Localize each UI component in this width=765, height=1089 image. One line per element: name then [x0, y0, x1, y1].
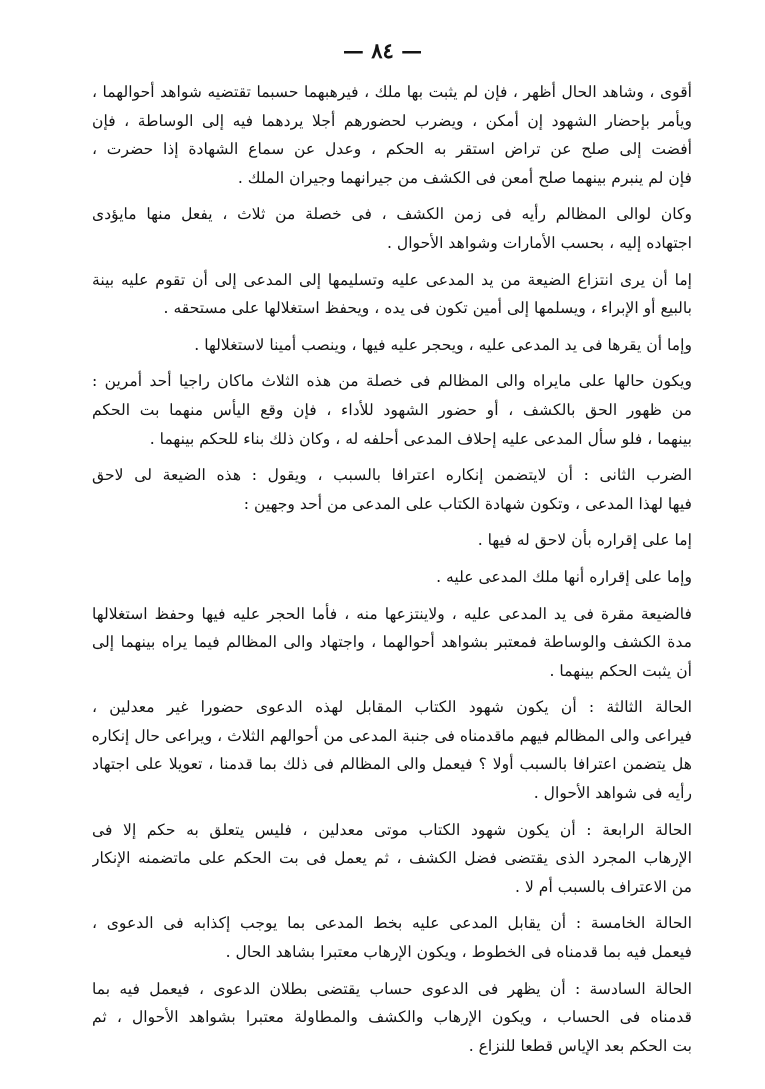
text-line: قدمناه فى الحساب ، ويكون الإرهاب والكشف والمطاولة معتبرا بشواهد الأحوال ، ثم — [92, 1008, 692, 1027]
paragraph — [92, 461, 692, 518]
paragraph-gap — [92, 592, 692, 600]
text-line: بينهما ، فلو سأل المدعى عليه إحلاف المدعى أحلفه له ، وكان ذلك بناء للحكم بينهما . — [149, 429, 692, 448]
paragraph-gap — [92, 685, 692, 693]
paragraph-gap — [92, 555, 692, 563]
text-line: الضرب الثانى : أن لايتضمن إنكاره اعترافا بالسبب ، ويقول : هذه الضيعة لى لاحق — [92, 466, 692, 485]
paragraph — [92, 266, 692, 323]
text-line: فيراعى والى المظالم فيهم ماقدمناه فى جنبة المدعى من أحوالهم الثلاث ، ويراعى حال إنكاره — [92, 726, 692, 745]
paragraph-gap — [92, 323, 692, 331]
paragraph — [92, 526, 692, 555]
paragraph — [92, 600, 692, 686]
paragraph-gap — [92, 258, 692, 266]
paragraph — [92, 367, 692, 453]
paragraph — [92, 563, 692, 592]
text-line: مدة الكشف والوساطة فمعتبر بشواهد أحوالهما ، واجتهاد والى المظالم فيما يراه بينهما إلى — [92, 633, 692, 652]
text-line: وإما أن يقرها فى يد المدعى عليه ، ويحجر عليه فيها ، وينصب أمينا لاستغلالها . — [194, 335, 692, 354]
text-line: الحالة الثالثة : أن يكون شهود الكتاب المقابل لهذه الدعوى حضورا غير معدلين ، — [92, 698, 692, 717]
text-line: هل يتضمن اعترافا بالسبب أولا ؟ فيعمل والى المظالم فى ذلك بما قدمنا ، تعويلا على اجتهاد — [92, 755, 692, 774]
text-line: إما على إقراره بأن لاحق له فيها . — [477, 531, 692, 550]
text-line: بالبيع أو الإبراء ، ويسلمها إلى أمين تكون فى يده ، ويحفظ استغلالها على مستحقه . — [163, 299, 692, 318]
text-line: وإما على إقراره أنها ملك المدعى عليه . — [436, 567, 692, 586]
text-line: فيها لهذا المدعى ، وتكون شهادة الكتاب على المدعى من أحد وجهين : — [243, 494, 692, 513]
text-line: فالضيعة مقرة فى يد المدعى عليه ، ولاينتزعها منه ، فأما الحجر عليه فيها وحفظ استغلالها — [92, 604, 692, 623]
paragraph — [92, 909, 692, 966]
text-line: بت الحكم بعد الإياس قطعا للنزاع . — [468, 1036, 692, 1055]
text-line: ويكون حالها على مايراه والى المظالم فى خصلة من هذه الثلاث ماكان راجيا أحد أمرين : — [92, 372, 692, 391]
text-line: فيعمل فيه بما قدمناه فى الخطوط ، ويكون الإرهاب معتبرا بشاهد الحال . — [225, 943, 692, 962]
paragraph-gap — [92, 518, 692, 526]
paragraph — [92, 78, 692, 192]
text-line: إما أن يرى انتزاع الضيعة من يد المدعى عليه وتسليمها إلى المدعى إلى أن تقوم عليه بينة — [92, 270, 692, 289]
text-line: رأيه فى شواهد الأحوال . — [533, 784, 692, 803]
page-body — [92, 78, 692, 1060]
text-line: أقوى ، وشاهد الحال أظهر ، فإن لم يثبت بها ملك ، فيرهبهما حسبما تقتضيه شواهد أحوالهما ، — [92, 83, 692, 101]
paragraph — [92, 816, 692, 902]
text-line: الحالة السادسة : أن يظهر فى الدعوى حساب يقتضى بطلان الدعوى ، فيعمل فيه بما — [92, 979, 692, 998]
paragraph — [92, 693, 692, 807]
text-line: من ظهور الحق بالكشف ، أو حضور الشهود للأداء ، فإن وقع اليأس منهما بت الحكم — [92, 400, 692, 419]
text-line: الحالة الخامسة : أن يقابل المدعى عليه بخط المدعى بما يوجب إكذابه فى الدعوى ، — [92, 914, 692, 933]
text-line: الحالة الرابعة : أن يكون شهود الكتاب موتى معدلين ، فليس يتعلق به حكم إلا فى — [92, 820, 692, 839]
paragraph-gap — [92, 192, 692, 200]
paragraph-gap — [92, 359, 692, 367]
page-number: — ٨٤ — — [342, 38, 423, 63]
text-line: من الاعتراف بالسبب أم لا . — [515, 877, 692, 896]
paragraph-gap — [92, 808, 692, 816]
text-line: فإن لم ينبرم بينهما صلح أمعن فى الكشف من جيرانهما وجيران الملك . — [237, 168, 692, 187]
text-line: الإرهاب المجرد الذى يقتضى فضل الكشف ، ثم يعمل فى بت الحكم على ماتضمنه الإنكار — [92, 849, 692, 868]
text-line: أفضت إلى صلح عن تراض استقر به الحكم ، وعدل عن سماع الشهادة إذا حضرت ، — [92, 140, 692, 159]
paragraph — [92, 200, 692, 257]
paragraph-gap — [92, 453, 692, 461]
text-line: ويأمر بإحضار الشهود إن أمكن ، ويضرب لحضورهم أجلا يردهما فيه إلى الوساطة ، فإن — [92, 111, 692, 130]
paragraph — [92, 331, 692, 360]
text-line: اجتهاده إليه ، بحسب الأمارات وشواهد الأحوال . — [386, 233, 692, 252]
text-line: وكان لوالى المظالم رأيه فى زمن الكشف ، فى خصلة من ثلاث ، يفعل منها مايؤدى — [92, 205, 692, 224]
paragraph — [92, 975, 692, 1061]
text-line: أن يثبت الحكم بينهما . — [549, 661, 692, 680]
paragraph-gap — [92, 901, 692, 909]
paragraph-gap — [92, 967, 692, 975]
